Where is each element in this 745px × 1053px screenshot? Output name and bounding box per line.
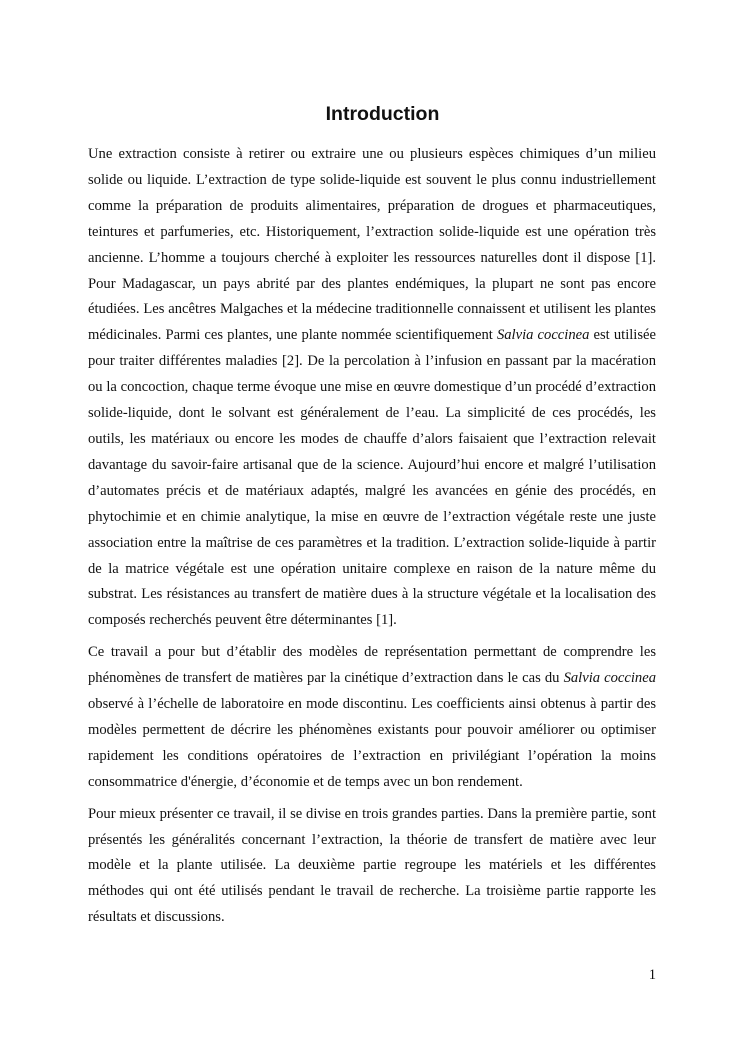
paragraph-1 bbox=[88, 142, 656, 634]
page-number: 1 bbox=[648, 967, 656, 983]
paragraph-3-text: Pour mieux présenter ce travail, il se divise en trois grandes parties. Dans la première partie, sont présentés les généralités concernant l’extraction, la théorie de transfert de matière avec leur modèle et la plante utilisée. La deuxième partie regroupe les matériels et les différentes méthodes qui ont été utilisés pendant le travail de recherche. La troisième partie rapporte les résultats et discussions. bbox=[88, 805, 656, 926]
body-text bbox=[88, 142, 656, 937]
species-name: Salvia coccinea bbox=[563, 670, 656, 687]
paragraph-1-text-a: Une extraction consiste à retirer ou extraire une ou plusieurs espèces chimiques d’un milieu solide ou liquide. L’extraction de type solide-liquide est souvent le plus connu industriellement comme la préparation de produits alimentaires, préparation de drogues et pharmaceutiques, teintures et parfumeries, etc. Historiquement, l’extraction solide-liquide est une opération très ancienne. L’homme a toujours cherché à exploiter les ressources naturelles dont il dispose [1]. Pour Madagascar, un pays abrité par des plantes endémiques, la plupart ne sont pas encore étudiées. Les ancêtres Malgaches et la médecine traditionnelle connaissent et utilisent les plantes médicinales. Parmi ces plantes, une plante nommée scientifiquement bbox=[88, 146, 656, 344]
paragraph-2-text-a: Ce travail a pour but d’établir des modèles de représentation permettant de comprendre les phénomènes de transfert de matières par la cinétique d’extraction dans le cas du bbox=[88, 644, 656, 687]
paragraph-3 bbox=[88, 802, 656, 932]
species-name: Salvia coccinea bbox=[496, 327, 590, 344]
paragraph-1-text-b: est utilisée pour traiter différentes maladies [2]. De la percolation à l’infusion en passant par la macération ou la concoction, chaque terme évoque une mise en œuvre domestique d’un procédé d’extraction solide-liquide, dont le solvant est généralement de l’eau. La simplicité de ces procédés, les outils, les matériaux ou encore les modes de chauffe d’alors faisaient que l’extraction relevait davantage du savoir-faire artisanal que de la science. Aujourd’hui encore et malgré l’utilisation d’automates précis et de matériaux adaptés, malgré les avancées en génie des procédés, en phytochimie et en chimie analytique, la mise en œuvre de l’extraction végétale reste une juste association entre la maîtrise de ces paramètres et la tradition. L’extraction solide-liquide à partir de la matrice végétale est une opération unitaire complexe en raison de la nature même du substrat. Les résistances au transfert de matière dues à la structure végétale et la localisation des composés recherchés peuvent être déterminantes [1]. bbox=[88, 327, 656, 629]
paragraph-2-text-b: observé à l’échelle de laboratoire en mode discontinu. Les coefficients ainsi obtenus à partir des modèles permettent de décrire les phénomènes existants pour pouvoir améliorer ou optimiser rapidement les conditions opératoires de l’extraction en privilégiant l’opération la moins consommatrice d'énergie, d’économie et de temps avec un bon rendement. bbox=[88, 696, 656, 790]
page-title: Introduction bbox=[325, 103, 440, 125]
paragraph-2 bbox=[88, 640, 656, 795]
